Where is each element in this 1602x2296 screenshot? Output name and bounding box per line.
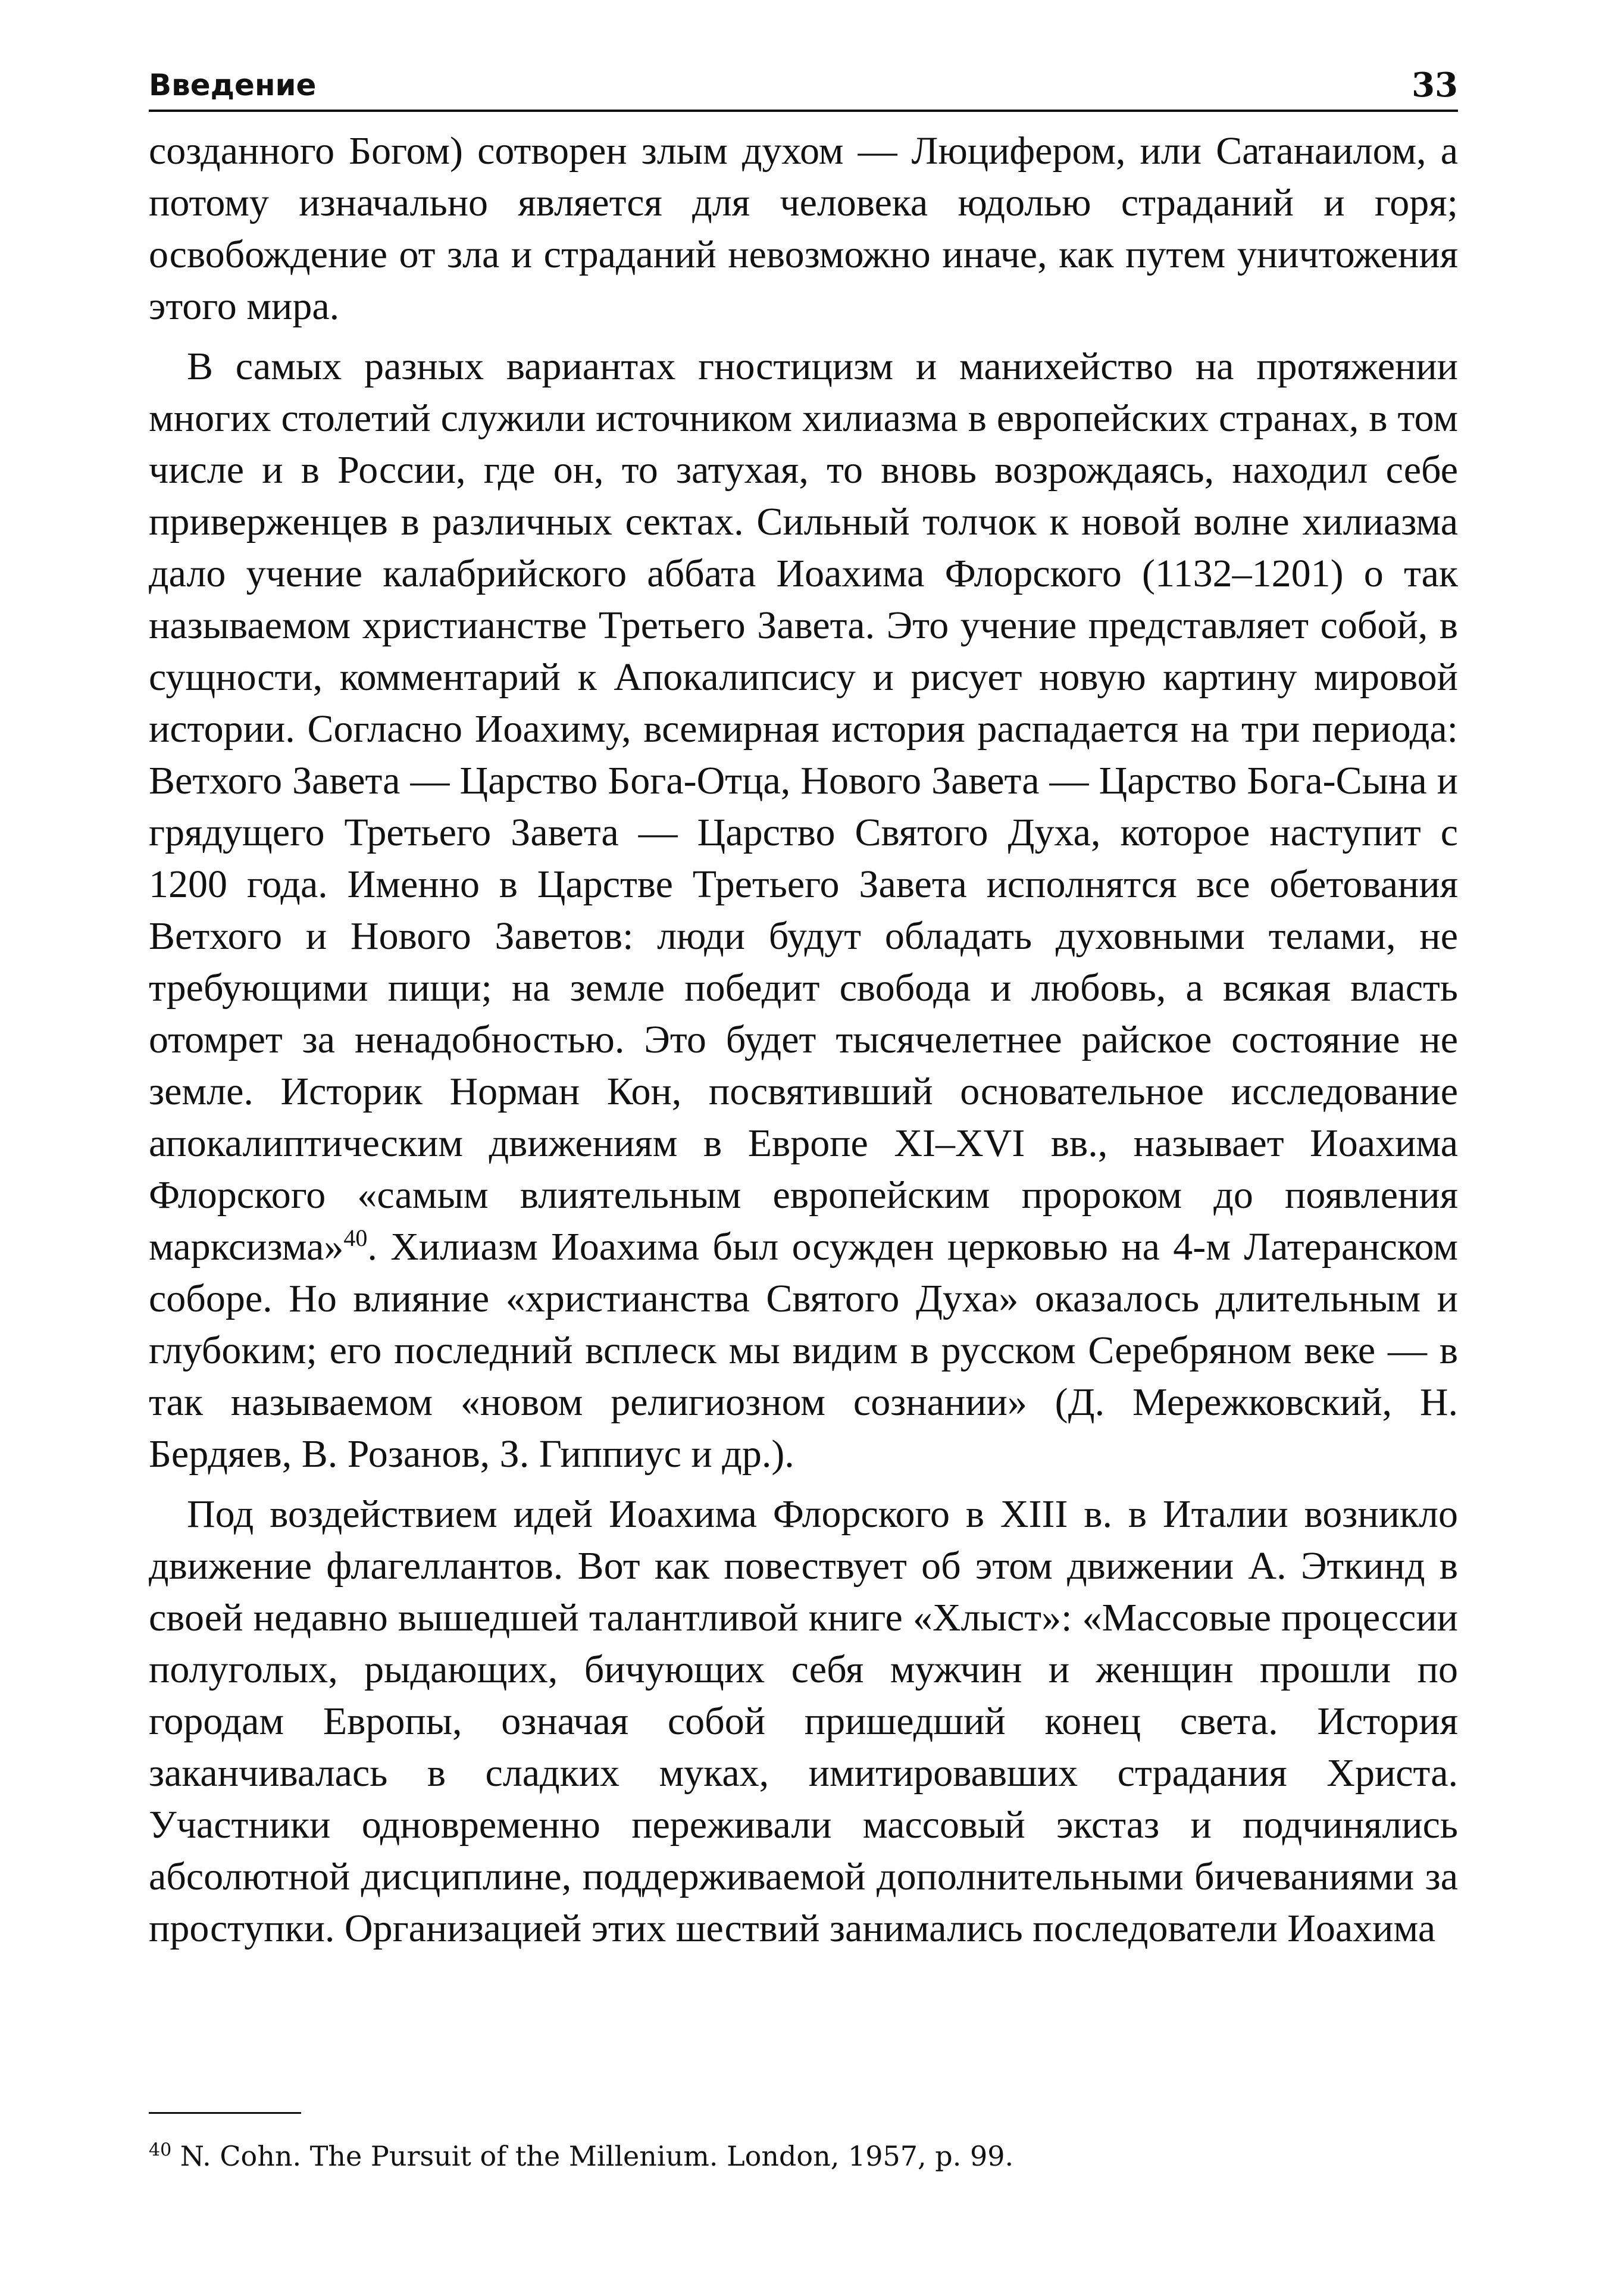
- footnote-rule: [149, 2112, 301, 2114]
- paragraph-2: [149, 341, 1458, 1480]
- footnote-number: 40: [149, 2139, 172, 2161]
- footnote-reference: 40: [343, 1224, 368, 1251]
- paragraph-2-text: В самых разных вариантах гностицизм и манихейство на протяжении многих столетий служили источником хилиазма в европейских странах, в том числе и в России, где он, то затухая, то вновь возрождаясь, находил себе приверженцев в различных сектах. Сильный толчок к новой волне хилиазма дало учение калабрийского аббата Иоахима Флорского (1132–1201) о так называемом христианстве Третьего Завета. Это учение представляет собой, в сущности, комментарий к Апокалипсису и рисует новую картину мировой истории. Согласно Иоахиму, всемирная история распадается на три периода: Ветхого Завета — Царство Бога-Отца, Нового Завета — Царство Бога-Сына и грядущего Третьего Завета — Царство Святого Духа, которое наступит с 1200 года. Именно в Царстве Третьего Завета исполнятся все обетования Ветхого и Нового Заветов: люди будут обладать духовными телами, не требующими пищи; на земле победит свобода и любовь, а всякая власть отомрет за ненадобностью. Это будет тысячелетнее райское состояние не земле. Историк Норман Кон, посвятивший основательное исследование апокалиптическим движениям в Европе XI–XVI вв., называет Иоахима Флорского «самым влиятельным европейским пророком до появления марксизма»: [149, 345, 1458, 1269]
- footnote: [149, 2137, 1458, 2175]
- main-text: [149, 125, 1458, 1954]
- footnote-text: N. Cohn. The Pursuit of the Millenium. London, 1957, p. 99.: [171, 2140, 1014, 2172]
- header-rule: [149, 110, 1458, 112]
- paragraph-2-continuation: . Хилиазм Иоахима был осужден церковью на 4-м Латеранском соборе. Но влияние «христианства Святого Духа» оказалось длительным и глубоким; его последний всплеск мы видим в русском Серебряном веке — в так называемом «новом религиозном сознании» (Д. Мережковский, Н. Бердяев, В. Розанов, З. Гиппиус и др.).: [149, 1225, 1458, 1476]
- book-page: [149, 0, 1458, 2296]
- paragraph-3: Под воздействием идей Иоахима Флорского в XIII в. в Италии возникло движение флагеллантов. Вот как повествует об этом движении А. Эткинд в своей недавно вышедшей талантливой книге «Хлыст»: «Массовые процессии полуголых, рыдающих, бичующих себя мужчин и женщин прошли по городам Европы, означая собой пришедший конец света. История заканчивалась в сладких муках, имитировавших страдания Христа. Участники одновременно переживали массовый экстаз и подчинялись абсолютной дисциплине, поддерживаемой дополнительными бичеваниями за проступки. Организацией этих шествий занимались последователи Иоахима: [149, 1492, 1458, 1950]
- section-title: Введение: [149, 68, 317, 102]
- paragraph-1: созданного Богом) сотворен злым духом — Люцифером, или Сатанаилом, а потому изначально является для человека юдолью страданий и горя; освобождение от зла и страданий невозможно иначе, как путем уничтожения этого мира.: [149, 129, 1458, 328]
- page-number: 33: [1412, 65, 1458, 105]
- running-head: [149, 64, 1458, 106]
